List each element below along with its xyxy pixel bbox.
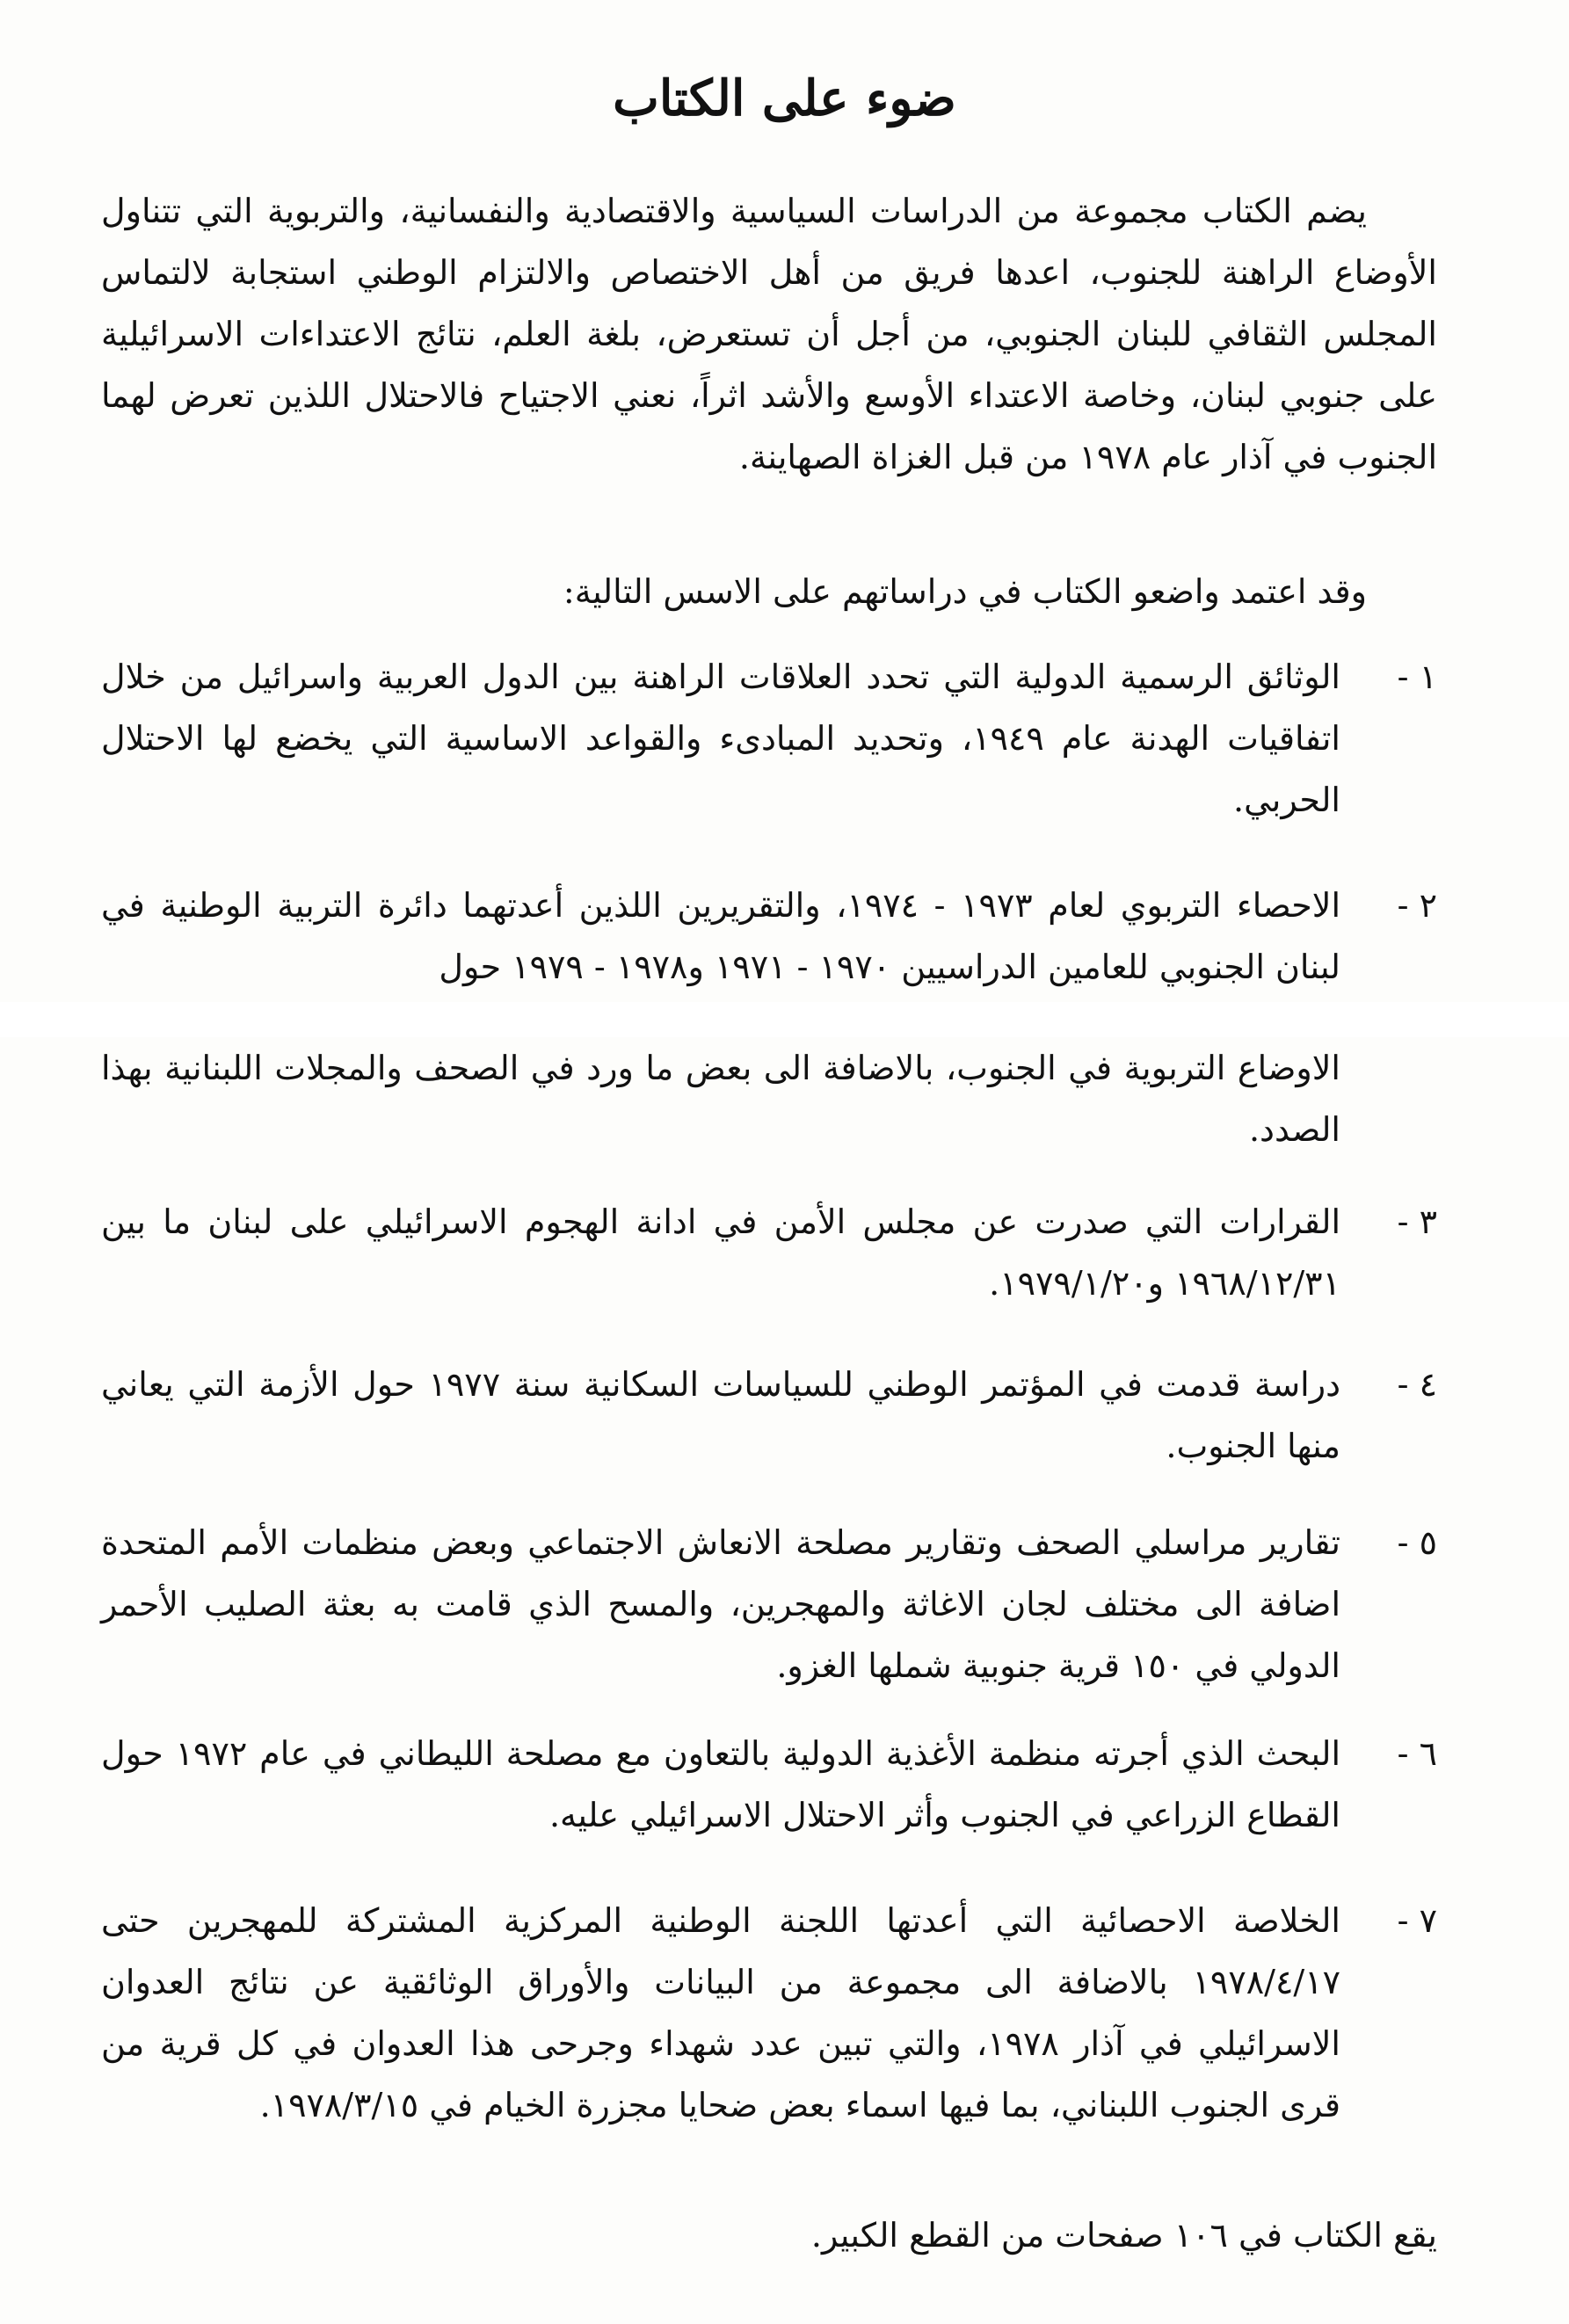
list-item-4 [101, 1354, 1437, 1477]
page-title: ضوء على الكتاب [613, 69, 956, 127]
item-text: القرارات التي صدرت عن مجلس الأمن في ادانة الهجوم الاسرائيلي على لبنان ما بين ١٩٦٨/١٢/٣١ و١٩٧٩/١/٢٠. [101, 1202, 1340, 1303]
list-item-3 [101, 1191, 1437, 1314]
item-text: الوثائق الرسمية الدولية التي تحدد العلاقات الراهنة بين الدول العربية واسرائيل من خلال اتفاقيات الهدنة عام ١٩٤٩، وتحديد المبادىء والقواعد الاساسية التي يخضع لها الاحتلال الحربي. [101, 657, 1340, 819]
item-number: ٣ - [1397, 1202, 1437, 1241]
item-text: دراسة قدمت في المؤتمر الوطني للسياسات السكانية سنة ١٩٧٧ حول الأزمة التي يعاني منها الجنوب. [101, 1365, 1340, 1465]
item-number: ١ - [1397, 657, 1437, 696]
list-item-5 [101, 1512, 1437, 1696]
intro-paragraph: يضم الكتاب مجموعة من الدراسات السياسية والاقتصادية والنفسانية، والتربوية التي تتناول الأوضاع الراهنة للجنوب، اعدها فريق من أهل الاختصاص والالتزام الوطني استجابة لالتماس المجلس الثقافي للبنان الجنوبي، من أجل أن تستعرض، بلغة العلم، نتائج الاعتداءات الاسرائيلية على جنوبي لبنان، وخاصة الاعتداء الأوسع والأشد اثراً، نعني الاجتياح فالاحتلال اللذين تعرض لهما الجنوب في آذار عام ١٩٧٨ من قبل الغزاة الصهاينة. [101, 192, 1437, 476]
item-number: ٢ - [1397, 886, 1437, 925]
item-text: الخلاصة الاحصائية التي أعدتها اللجنة الوطنية المركزية المشتركة للمهجرين حتى ١٩٧٨/٤/١٧ بالاضافة الى مجموعة من البيانات والأوراق الوثائقية عن نتائج العدوان الاسرائيلي في آذار ١٩٧٨، والتي تبين عدد شهداء وجرحى هذا العدوان في كل قرية من قرى الجنوب اللبناني، بما فيها اسماء بعض ضحايا مجزرة الخيام في ١٩٧٨/٣/١٥. [101, 1901, 1340, 2124]
basis-intro: وقد اعتمد واضعو الكتاب في دراساتهم على الاسس التالية: [563, 572, 1367, 611]
list-item-2-continued [101, 1037, 1437, 1160]
item-number: ٦ - [1397, 1734, 1437, 1773]
list-item-1 [101, 646, 1437, 831]
list-item-6 [101, 1723, 1437, 1846]
item-number: ٤ - [1397, 1365, 1437, 1404]
list-item-7 [101, 1890, 1437, 2136]
item-text: تقارير مراسلي الصحف وتقارير مصلحة الانعاش الاجتماعي وبعض منظمات الأمم المتحدة اضافة الى مختلف لجان الاغاثة والمهجرين، والمسح الذي قامت به بعثة الصليب الأحمر الدولي في ١٥٠ قرية جنوبية شملها الغزو. [101, 1523, 1340, 1685]
list-item-2 [101, 875, 1437, 998]
item-text: البحث الذي أجرته منظمة الأغذية الدولية بالتعاون مع مصلحة الليطاني في عام ١٩٧٢ حول القطاع الزراعي في الجنوب وأثر الاحتلال الاسرائيلي عليه. [101, 1734, 1341, 1834]
item-number: ٥ - [1397, 1523, 1437, 1562]
scan-gap [0, 1002, 1569, 1037]
item-text: الاحصاء التربوي لعام ١٩٧٣ - ١٩٧٤، والتقريرين اللذين أعدتهما دائرة التربية الوطنية في لبنان الجنوبي للعامين الدراسيين ١٩٧٠ - ١٩٧١ و١٩٧٨ - ١٩٧٩ حول [101, 886, 1341, 986]
item-number: ٧ - [1397, 1901, 1437, 1940]
closing-note: يقع الكتاب في ١٠٦ صفحات من القطع الكبير. [810, 2216, 1437, 2255]
item-text: الاوضاع التربوية في الجنوب، بالاضافة الى بعض ما ورد في الصحف والمجلات اللبنانية بهذا الصدد. [101, 1049, 1340, 1149]
